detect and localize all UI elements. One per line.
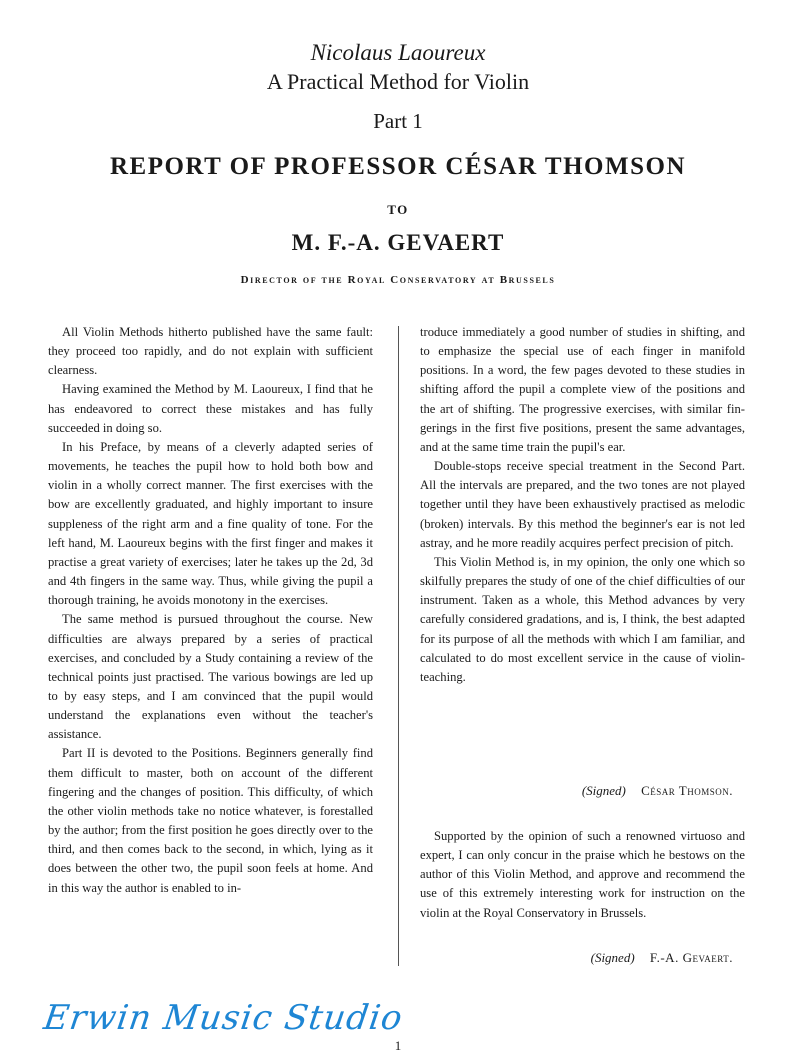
paragraph: Double-stops receive special treatment in the Second Part. All the intervals are prepared, and the two tones are not played together until they have been exhaustively practised as melodic (broken) intervals. By this method the beginner's ear is not led astray, and he more readily acquires perfect precision of pitch.	[420, 459, 745, 550]
paragraph: The same method is pursued throughout the course. New difficulties are always prepared by a series of practical exercises, and concluded by a Study containing a review of the technical points just practised. The various bowings are led up to by easy steps, and I am convinced that the pupil would understand the explanations even without the teacher's assistance.	[48, 612, 373, 742]
signature-name: César Thomson.	[641, 783, 733, 798]
left-column	[48, 323, 373, 898]
signature-label: (Signed)	[590, 950, 635, 965]
studio-watermark: Erwin Music Studio	[41, 998, 406, 1038]
paragraph: troduce immediately a good number of studies in shifting, and to emphasize the special use of each finger in manifold positions. In a word, the few pages devoted to these studies in shifting afford the pupil a complete view of the positions and the art of shifting. The progressive exercises, with similar fingerings in the first five positions, present the same advantages, and at the same time train the pupil's ear.	[420, 325, 745, 454]
recipient-name: M. F.-A. GEVAERT	[291, 230, 505, 255]
support-statement	[420, 827, 745, 923]
paragraph: Supported by the opinion of such a renowned virtuoso and expert, I can only concur in the praise which he bestows on the author of this Violin Method, and approve and recommend the use of this extremely interesting work for instruction on the violin at the Royal Conservatory in Brussels.	[420, 829, 745, 920]
paragraph: This Violin Method is, in my opinion, the only one which so skilfully prepares the study of one of the chief difficulties of our instrument. Taken as a whole, this Method advances by very carefully considered gradations, and is, I think, the best adapted for its purpose of all the methods with which I am familiar, and calculated to do most excellent service in the cause of violin-teaching.	[420, 554, 745, 684]
column-divider	[398, 326, 399, 966]
paragraph: Having examined the Method by M. Laoureux, I find that he has endeavored to correct these mistakes and has fully succeeded in doing so.	[48, 382, 373, 435]
page-number: 1	[394, 1038, 402, 1053]
paragraph: Part II is devoted to the Positions. Beginners generally find them difficult to master, both on account of the different fingering and the changes of position. This difficulty, of which the other violin methods take no notice whatever, is forestalled by the author; from the first position he goes directly over to the third, and then comes back to the second, in which, lying as it does between the other two, the pupil soon feels at home. And in this way the author is enabled to in-	[48, 746, 373, 895]
signature-thomson	[420, 783, 745, 799]
composer-name: Nicolaus Laoureux	[310, 40, 486, 65]
paragraph: All Violin Methods hitherto published have the same fault: they proceed too rapidly, and do not explain with sufficient clearness.	[48, 325, 373, 378]
report-title: REPORT OF PROFESSOR CÉSAR THOMSON	[109, 153, 686, 180]
part-label: Part 1	[373, 109, 423, 133]
paragraph: In his Preface, by means of a cleverly adapted series of movements, he teaches the pupil how to hold both bow and violin in a wholly correct manner. The first exercises with the bow are excellently graduated, and highly important to insure suppleness of the right arm and a fine quality of tone. For the left hand, M. Laoureux begins with the first finger and makes it practise a great variety of exercises; later he takes up the 2d, 3d and 4th fingers in the same way. Thus, while giving the pupil a thorough training, he avoids monotony in the exercises.	[48, 439, 373, 608]
right-column	[420, 323, 745, 687]
signature-label: (Signed)	[581, 783, 626, 798]
work-title: A Practical Method for Violin	[266, 69, 530, 94]
to-label: TO	[387, 202, 409, 217]
signature-name: F.-A. Gevaert.	[649, 950, 733, 965]
signature-gevaert	[420, 950, 745, 966]
recipient-title: Director of the Royal Conservatory at Brussels	[240, 274, 556, 286]
